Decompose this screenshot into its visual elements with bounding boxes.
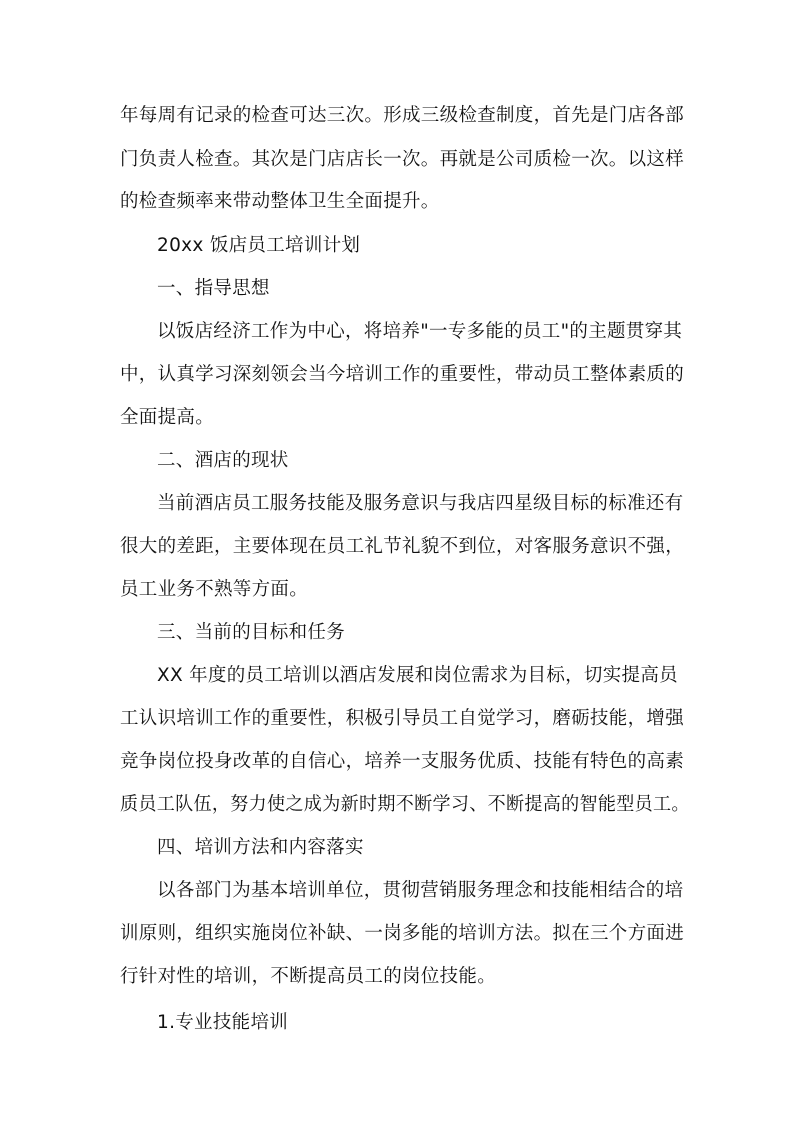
plan-title: 20xx 饭店员工培训计划 — [157, 235, 361, 256]
paragraph-line: 很大的差距，主要体现在员工礼节礼貌不到位，对客服务意识不强， — [120, 536, 685, 557]
paragraph-line: 质员工队伍，努力使之成为新时期不断学习、不断提高的智能型员工。 — [120, 794, 690, 815]
paragraph-line: 全面提高。 — [120, 407, 215, 428]
paragraph-line: 行针对性的培训，不断提高员工的岗位技能。 — [120, 966, 497, 987]
paragraph-line: 以各部门为基本培训单位，贯彻营销服务理念和技能相结合的培 — [157, 880, 684, 901]
paragraph-line: 的检查频率来带动整体卫生全面提升。 — [120, 191, 440, 212]
subsection-heading: 1.专业技能培训 — [157, 1012, 289, 1033]
paragraph-line: 训原则，组织实施岗位补缺、一岗多能的培训方法。拟在三个方面进 — [120, 923, 685, 944]
section-heading: 二、酒店的现状 — [157, 450, 289, 471]
section-heading: 一、指导思想 — [157, 278, 270, 299]
paragraph-line: 以饭店经济工作为中心，将培养"一专多能的员工"的主题贯穿其 — [157, 321, 683, 342]
paragraph-line: 工认识培训工作的重要性，积极引导员工自觉学习，磨砺技能，增强 — [120, 708, 685, 729]
section-heading: 四、培训方法和内容落实 — [157, 837, 364, 858]
paragraph-line: 员工业务不熟等方面。 — [120, 579, 309, 600]
paragraph-line: 中，认真学习深刻领会当今培训工作的重要性，带动员工整体素质的 — [120, 364, 685, 385]
paragraph-line: XX 年度的员工培训以酒店发展和岗位需求为目标，切实提高员 — [157, 665, 678, 686]
paragraph-line: 竞争岗位投身改革的自信心，培养一支服务优质、技能有特色的高素 — [120, 751, 685, 772]
section-heading: 三、当前的目标和任务 — [157, 622, 346, 643]
paragraph-line: 当前酒店员工服务技能及服务意识与我店四星级目标的标准还有 — [157, 493, 684, 514]
paragraph-line: 门负责人检查。其次是门店店长一次。再就是公司质检一次。以这样 — [120, 149, 685, 170]
paragraph-line: 年每周有记录的检查可达三次。形成三级检查制度，首先是门店各部 — [120, 105, 685, 126]
